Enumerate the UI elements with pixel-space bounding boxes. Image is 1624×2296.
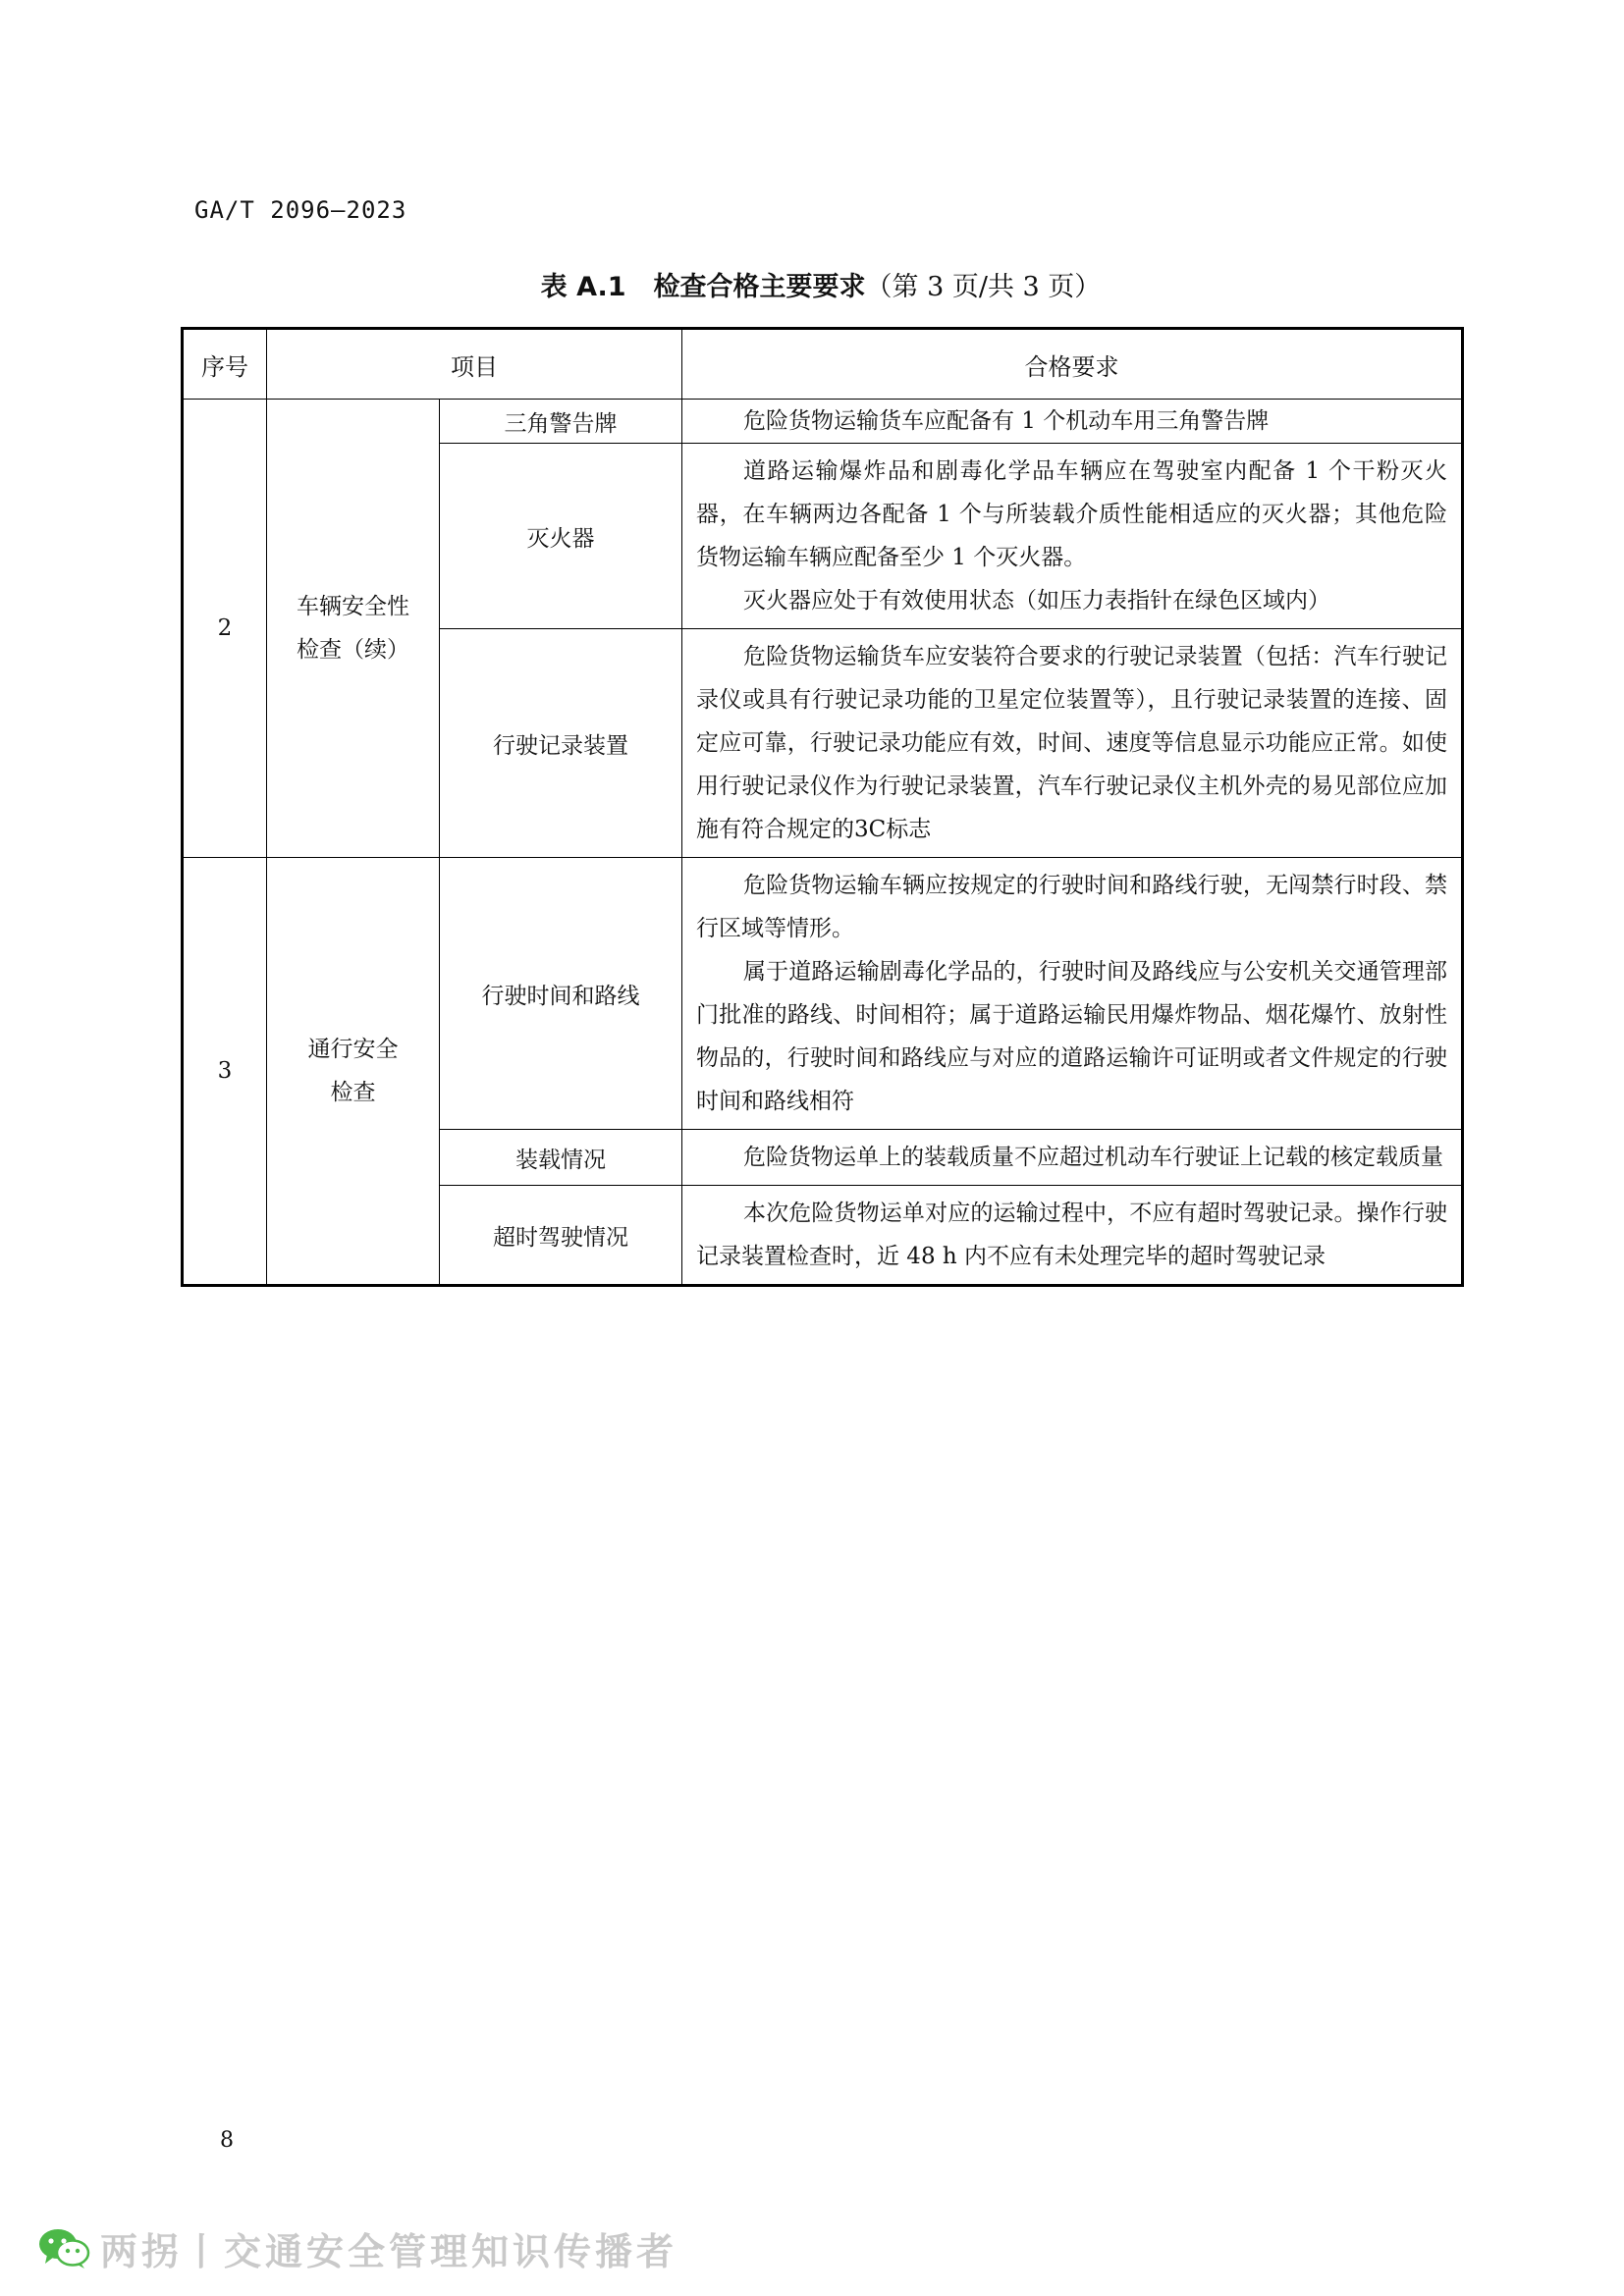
requirement-paragraph: 危险货物运单上的装载质量不应超过机动车行驶证上记载的核定载质量	[743, 1145, 1443, 1170]
requirement-paragraph: 属于道路运输剧毒化学品的，行驶时间及路线应与公安机关交通管理部门批准的路线、时间相符；属于道路运输民用爆炸物品、烟花爆竹、放射性物品的，行驶时间和路线应与对应的道路运输许可证明或者文件规定的行驶时间和路线相符	[696, 959, 1447, 1114]
item-name: 行驶时间和路线	[440, 858, 682, 1130]
requirements-table	[181, 327, 1464, 1287]
item-name: 灭火器	[440, 444, 682, 629]
group-name	[267, 858, 440, 1286]
group-number: 2	[183, 400, 267, 858]
group-name	[267, 400, 440, 858]
table-row	[183, 400, 1463, 444]
table-title-label: 表 A.1	[540, 272, 626, 302]
requirement-paragraph: 道路运输爆炸品和剧毒化学品车辆应在驾驶室内配备 1 个干粉灭火器，在车辆两边各配备 1 个与所装载介质性能相适应的灭火器；其他危险货物运输车辆应配备至少 1 个灭火器。	[696, 458, 1447, 570]
item-name: 超时驾驶情况	[440, 1186, 682, 1286]
requirement-paragraph: 危险货物运输货车应配备有 1 个机动车用三角警告牌	[743, 408, 1270, 434]
item-name: 三角警告牌	[440, 400, 682, 444]
watermark-text: 两拐丨交通安全管理知识传播者	[100, 2229, 678, 2273]
requirement-paragraph: 本次危险货物运单对应的运输过程中，不应有超时驾驶记录。操作行驶记录装置检查时，近 48 h 内不应有未处理完毕的超时驾驶记录	[696, 1201, 1447, 1269]
item-requirement	[682, 1130, 1463, 1186]
header-no: 序号	[183, 329, 267, 400]
table-title	[181, 265, 1461, 303]
header-requirement: 合格要求	[682, 329, 1463, 400]
item-requirement	[682, 858, 1463, 1130]
group-name-line: 检查（续）	[297, 637, 409, 663]
item-requirement	[682, 444, 1463, 629]
group-number: 3	[183, 858, 267, 1286]
item-requirement	[682, 629, 1463, 858]
watermark	[37, 2218, 677, 2277]
requirement-paragraph: 危险货物运输车辆应按规定的行驶时间和路线行驶，无闯禁行时段、禁行区域等情形。	[696, 873, 1447, 941]
standard-code: GA/T 2096—2023	[194, 196, 407, 224]
page-number: 8	[220, 2128, 234, 2153]
group-name-line: 通行安全	[307, 1037, 399, 1062]
table-title-name: 检查合格主要要求	[653, 272, 866, 302]
item-name: 行驶记录装置	[440, 629, 682, 858]
group-name-line: 车辆安全性	[297, 594, 409, 619]
item-name: 装载情况	[440, 1130, 682, 1186]
wechat-icon	[37, 2226, 90, 2269]
group-name-line: 检查	[330, 1080, 376, 1105]
table-header-row	[183, 329, 1463, 400]
table-title-suffix: （第 3 页/共 3 页）	[865, 272, 1102, 302]
table-row	[183, 858, 1463, 1130]
header-item: 项目	[267, 329, 682, 400]
requirement-paragraph: 灭火器应处于有效使用状态（如压力表指针在绿色区域内）	[743, 588, 1330, 614]
item-requirement	[682, 1186, 1463, 1286]
item-requirement	[682, 400, 1463, 444]
requirement-paragraph: 危险货物运输货车应安装符合要求的行驶记录装置（包括：汽车行驶记录仪或具有行驶记录功能的卫星定位装置等），且行驶记录装置的连接、固定应可靠，行驶记录功能应有效，时间、速度等信息显示功能应正常。如使用行驶记录仪作为行驶记录装置，汽车行驶记录仪主机外壳的易见部位应加施有符合规定的3C标志	[696, 644, 1447, 842]
